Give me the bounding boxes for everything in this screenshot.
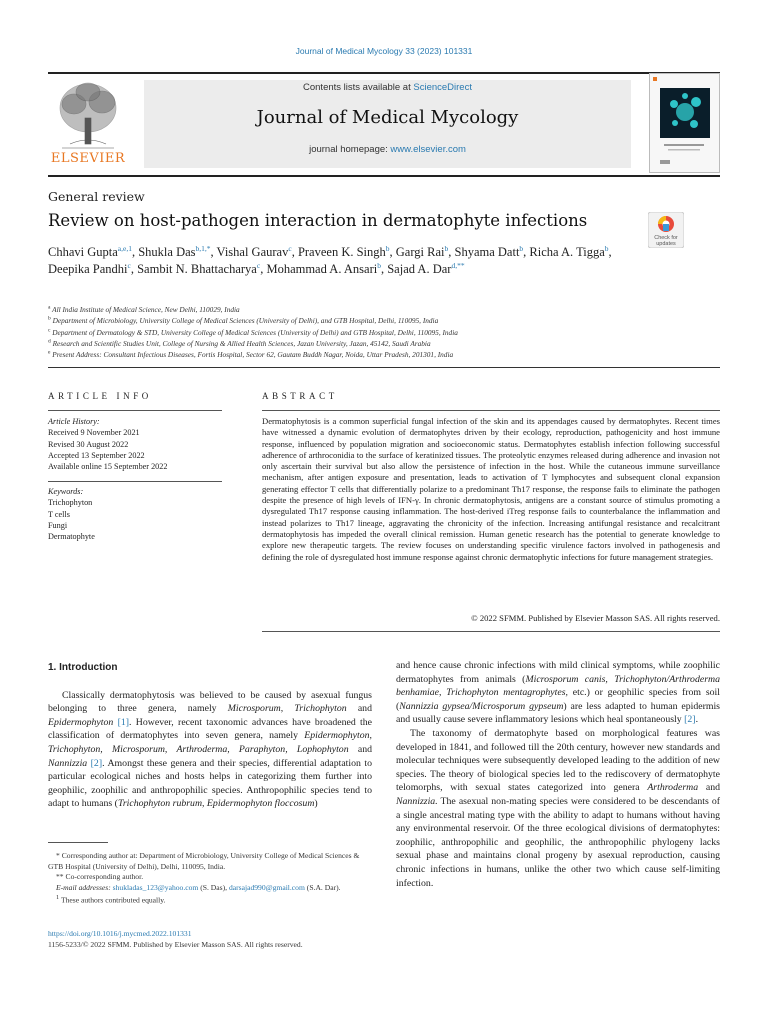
homepage-link[interactable]: www.elsevier.com — [390, 144, 466, 155]
author-name[interactable]: Sajad A. Dar — [387, 262, 452, 276]
text-run: ) — [314, 798, 318, 810]
masthead-top-rule — [48, 72, 720, 74]
keywords-rule — [48, 481, 222, 482]
body-column-right — [396, 659, 720, 890]
footnote-emails — [48, 883, 372, 894]
author-affiliation-mark[interactable]: c — [288, 243, 292, 253]
footnote-text: Co-corresponding author. — [65, 872, 144, 882]
taxon-name: Nannizzia. — [396, 795, 438, 807]
author-name[interactable]: Deepika Pandhi — [48, 262, 128, 276]
doi-link[interactable]: https://doi.org/10.1016/j.mycmed.2022.101331 — [48, 929, 192, 938]
contents-line — [144, 82, 631, 93]
email-owner: (S.A. Dar). — [304, 882, 341, 892]
elsevier-wordmark: ELSEVIER — [50, 151, 126, 166]
affiliation-text: Present Address: Consultant Infectious Diseases, Fortis Hospital, Sector 62, Gautam Buddh Nagar, Noida, Uttar Pradesh, 201301, India — [50, 350, 454, 360]
author-separator: , — [130, 262, 138, 276]
article-title: Review on host-pathogen interaction in dermatophyte infections — [48, 211, 588, 230]
article-history — [48, 416, 222, 472]
text-run: and — [346, 703, 372, 715]
affiliation-mark: a — [48, 304, 51, 311]
article-category: General review — [48, 189, 145, 204]
affiliation-text: Research and Scientific Studies Unit, College of Nursing & Allied Health Sciences, Jazan University, Jazan, 45142, Saudi Arabia — [50, 338, 431, 348]
affiliation-mark: e — [48, 349, 51, 356]
author-name[interactable]: Shukla Das — [138, 245, 196, 259]
text-run: Classically dermatophytosis was believed to be caused by asexual fungus belonging to three genera, namely — [48, 689, 372, 715]
footnote-mark: ** — [56, 872, 64, 882]
email-owner: (S. Das), — [198, 882, 229, 892]
body-column-left — [48, 661, 372, 811]
affiliation-item — [48, 327, 720, 338]
intro-paragraph-2 — [396, 727, 720, 890]
author-list — [48, 244, 648, 278]
email-link-das[interactable]: shukladas_123@yahoo.com — [112, 882, 199, 892]
homepage-prefix: journal homepage: — [309, 144, 391, 155]
footnote-mark: 1 — [56, 894, 60, 902]
affiliation-text: All India Institute of Medical Science, New Delhi, 110029, India — [50, 305, 240, 314]
author-name[interactable]: Vishal Gaurav — [216, 245, 289, 259]
elsevier-logo — [48, 78, 128, 170]
author-separator: , — [260, 262, 267, 276]
keywords-label: Keywords: — [48, 487, 84, 496]
author-affiliation-mark[interactable]: b,1,* — [195, 243, 211, 253]
history-accepted: Accepted 13 September 2022 — [48, 450, 145, 460]
history-label: Article History: — [48, 417, 100, 426]
footnote-mark: * — [56, 851, 60, 860]
author-name[interactable]: Sambit N. Bhattacharya — [137, 262, 257, 276]
text-run: ) are less adapted to human epidermis and usually cause severe inflammatory lesions which heal spontaneously — [396, 700, 720, 726]
keyword-item: Trichophyton — [48, 498, 93, 508]
keyword-item: Fungi — [48, 520, 68, 530]
section-heading-introduction: 1. Introduction — [48, 662, 118, 673]
author-name[interactable]: Gargi Rai — [395, 245, 445, 259]
author-affiliation-mark[interactable]: c — [127, 260, 131, 270]
sciencedirect-link[interactable]: ScienceDirect — [413, 82, 472, 93]
author-affiliation-mark[interactable]: b — [377, 260, 381, 270]
masthead-bottom-rule — [48, 175, 720, 177]
affiliation-item — [48, 338, 720, 349]
taxon-name: Trichophyton rubrum, Epidermophyton floccosum — [117, 798, 315, 810]
author-name[interactable]: Praveen K. Singh — [297, 245, 386, 259]
taxon-name: Microsporum canis, Trichophyton/Arthroderma benhamiae, Trichophyton mentagrophytes, — [396, 673, 720, 699]
author-affiliation-mark[interactable]: b — [604, 243, 609, 253]
author-separator: , — [448, 245, 455, 259]
history-received: Received 9 November 2021 — [48, 428, 140, 438]
taxon-name: Nannizzia — [48, 757, 88, 769]
footnote-co-corresponding — [48, 872, 372, 883]
journal-title: Journal of Medical Mycology — [256, 107, 519, 128]
article-info-heading: ARTICLE INFO — [48, 391, 152, 401]
taxon-name: Arthroderma — [647, 782, 699, 794]
affiliation-mark: b — [48, 315, 51, 322]
author-separator: , — [291, 245, 298, 259]
author-separator: , — [389, 245, 396, 259]
footnote-text: Corresponding author at: Department of Microbiology, University College of Medical Sciences & GTB Hospital (University of Delhi), Delhi, 110095, India. — [48, 851, 360, 871]
history-revised: Revised 30 August 2022 — [48, 439, 129, 449]
author-separator: , — [131, 245, 139, 259]
footnote-equal-contribution — [48, 893, 372, 906]
keyword-item: T cells — [48, 509, 70, 519]
keyword-item: Dermatophyte — [48, 532, 95, 542]
author-name[interactable]: Chhavi Gupta — [48, 245, 118, 259]
history-online: Available online 15 September 2022 — [48, 462, 168, 472]
abstract-copyright: © 2022 SFMM. Published by Elsevier Masson SAS. All rights reserved. — [471, 613, 720, 623]
affiliations — [48, 304, 720, 360]
author-name[interactable]: Richa A. Tigga — [529, 245, 605, 259]
footnote-rule — [48, 842, 108, 843]
author-name[interactable]: Shyama Datt — [454, 245, 520, 259]
author-affiliation-mark[interactable]: d,** — [451, 260, 465, 270]
intro-paragraph-1 — [48, 689, 372, 811]
abstract-rule — [262, 410, 720, 411]
text-run: . However, recent taxonomic advances have broadened the classification of dermatophytes into seven genera, namely — [48, 716, 372, 742]
author-name[interactable]: Mohammad A. Ansari — [266, 262, 378, 276]
contents-prefix: Contents lists available at — [303, 82, 414, 93]
text-run: and — [348, 743, 372, 755]
journal-cover-thumbnail[interactable] — [649, 73, 720, 173]
homepage-line — [144, 144, 631, 155]
taxon-name: Nannizzia gypsea/Microsporum gypseum — [399, 700, 564, 712]
author-affiliation-mark[interactable]: b — [519, 243, 524, 253]
abstract-end-rule — [262, 631, 720, 632]
taxon-name: Microsporum, Trichophyton — [227, 703, 347, 715]
issn-line: 1156-5233/© 2022 SFMM. Published by Elsevier Masson SAS. All rights reserved. — [48, 940, 303, 949]
keywords-block — [48, 486, 222, 542]
affiliation-mark: c — [48, 327, 51, 334]
text-run: etc.) or geophilic species from soil ( — [396, 687, 720, 712]
footnote-corresponding — [48, 851, 372, 872]
footnotes — [48, 851, 372, 907]
author-separator: , — [210, 245, 217, 259]
intro-paragraph-1-continued — [396, 659, 720, 727]
author-affiliation-mark[interactable]: c — [256, 260, 261, 270]
author-separator: , — [380, 262, 388, 276]
journal-cover-image — [650, 74, 719, 172]
author-separator: , — [523, 245, 530, 259]
email-link-dar[interactable]: darsajad990@gmail.com — [228, 882, 305, 892]
email-label: E-mail addresses: — [56, 882, 113, 892]
text-run: and hence cause chronic infections with mild clinical symptoms, while zoophilic dermatophytes from animals ( — [396, 660, 720, 685]
check-for-updates-badge[interactable] — [648, 212, 684, 248]
author-separator: , — [608, 245, 612, 259]
author-affiliation-mark[interactable]: b — [385, 243, 390, 253]
footnote-text: These authors contributed equally. — [60, 895, 166, 905]
citation-link[interactable]: [2] — [684, 714, 696, 726]
text-run: . — [695, 714, 699, 726]
article-info-rule — [48, 410, 222, 411]
running-header[interactable]: Journal of Medical Mycology 33 (2023) 101331 — [295, 46, 473, 56]
author-affiliation-mark[interactable]: a,e,1 — [117, 243, 132, 253]
abstract-heading: ABSTRACT — [262, 391, 338, 401]
taxon-name: Epidermophyton, Trichophyton, Microsporum, Arthroderma, Paraphyton, Lophophyton — [48, 730, 372, 755]
affiliation-item — [48, 349, 720, 360]
crossmark-label: Check for updates — [654, 235, 678, 247]
separator-rule — [48, 367, 720, 368]
author-affiliation-mark[interactable]: b — [444, 243, 449, 253]
doi-block — [48, 928, 303, 950]
abstract-text: Dermatophytosis is a common superficial fungal infection of the skin and its appendages caused by dermatophytes. Recent times have witnessed a dynamic evolution of dermatophytes driven by their ecology, reproduction, pathogenicity and host immune response, influenced by population migration and socioeconomic status. Dermatophytes establish infection following successful adherence of arthroconidia to the surface of keratinized tissues. The proteolytic enzymes released during adherence and invasion not only ascertain their survival but also allow the persistence of infection in the host. While the cutaneous immune surveillance mechanism, after antigen exposure and presentation, leads to activation of T lymphocytes and subsequent clonal expansion generating effector T cells that differentially polarize to a predominant Th17 response, the response fails to eliminate the pathogen despite the presence of high levels of IFN-γ. In chronic dermatophytosis, antigens are a constant source of stimulus promoting a dysregulated Th17 response causing inflammation. The host-derived iTreg response fails to counterbalance the inflammation and instead polarizes to Th17 lineage, aggravating the chronicity of the infection. Increasing antifungal resistance and recalcitrant dermatophytosis has impeded the overall clinical remission. Human genetic research has the potential to generate knowledge to explore new therapeutic targets. The review focuses on understanding specific virulence factors involved in pathogenesis and defining the role of dysregulated host immune response against chronic dermatophytic infections for future management strategies. — [262, 416, 720, 562]
affiliation-mark: d — [48, 338, 51, 345]
journal-masthead — [144, 80, 631, 168]
affiliation-text: Department of Dermatology & STD, University College of Medical Sciences (University of Delhi) and GTB Hospital, Delhi, 110095, India — [50, 327, 458, 337]
text-run: The taxonomy of dermatophyte based on morphological features was developed in 1841, and followed till the 20th century, however new standards and molecular techniques were subsequently developed leading to the addition of new species. The theory of biological species led to the rediscovery of dermatophyte telomorphs, with sexual states categorized into genera — [396, 727, 720, 794]
affiliation-text: Department of Microbiology, University College of Medical Sciences (University of Delhi), and GTB Hospital, Delhi, 110095, India — [50, 316, 439, 326]
text-run: The asexual non-mating species were considered to be descendants of a single ancestral mating type with the ability to adapt to humans without having any environmental reservoir. Of the three ecological divisions of dermatophytes: zoophilic, anthropophilic and geophilic, the anthropophilic phylogeny lacks sexual phase and maintains clonal progeny by asexual reproduction, causing chronic infections in humans, unlike the other two which cause self-limiting infection. — [396, 795, 720, 889]
text-run: and — [698, 782, 720, 794]
text-run: . Amongst these genera and their species, differential adaptation to particular ecological niches and hosts helps in categorizing them further into geophilic, zoophilic and anthropophilic species. Anthropophilic species tend to adapt to humans ( — [48, 757, 372, 810]
affiliation-item — [48, 304, 720, 315]
citation-link[interactable]: [2] — [90, 757, 103, 769]
citation-link[interactable]: [1] — [117, 716, 130, 728]
affiliation-item — [48, 315, 720, 326]
taxon-name: Epidermophyton — [48, 716, 114, 728]
